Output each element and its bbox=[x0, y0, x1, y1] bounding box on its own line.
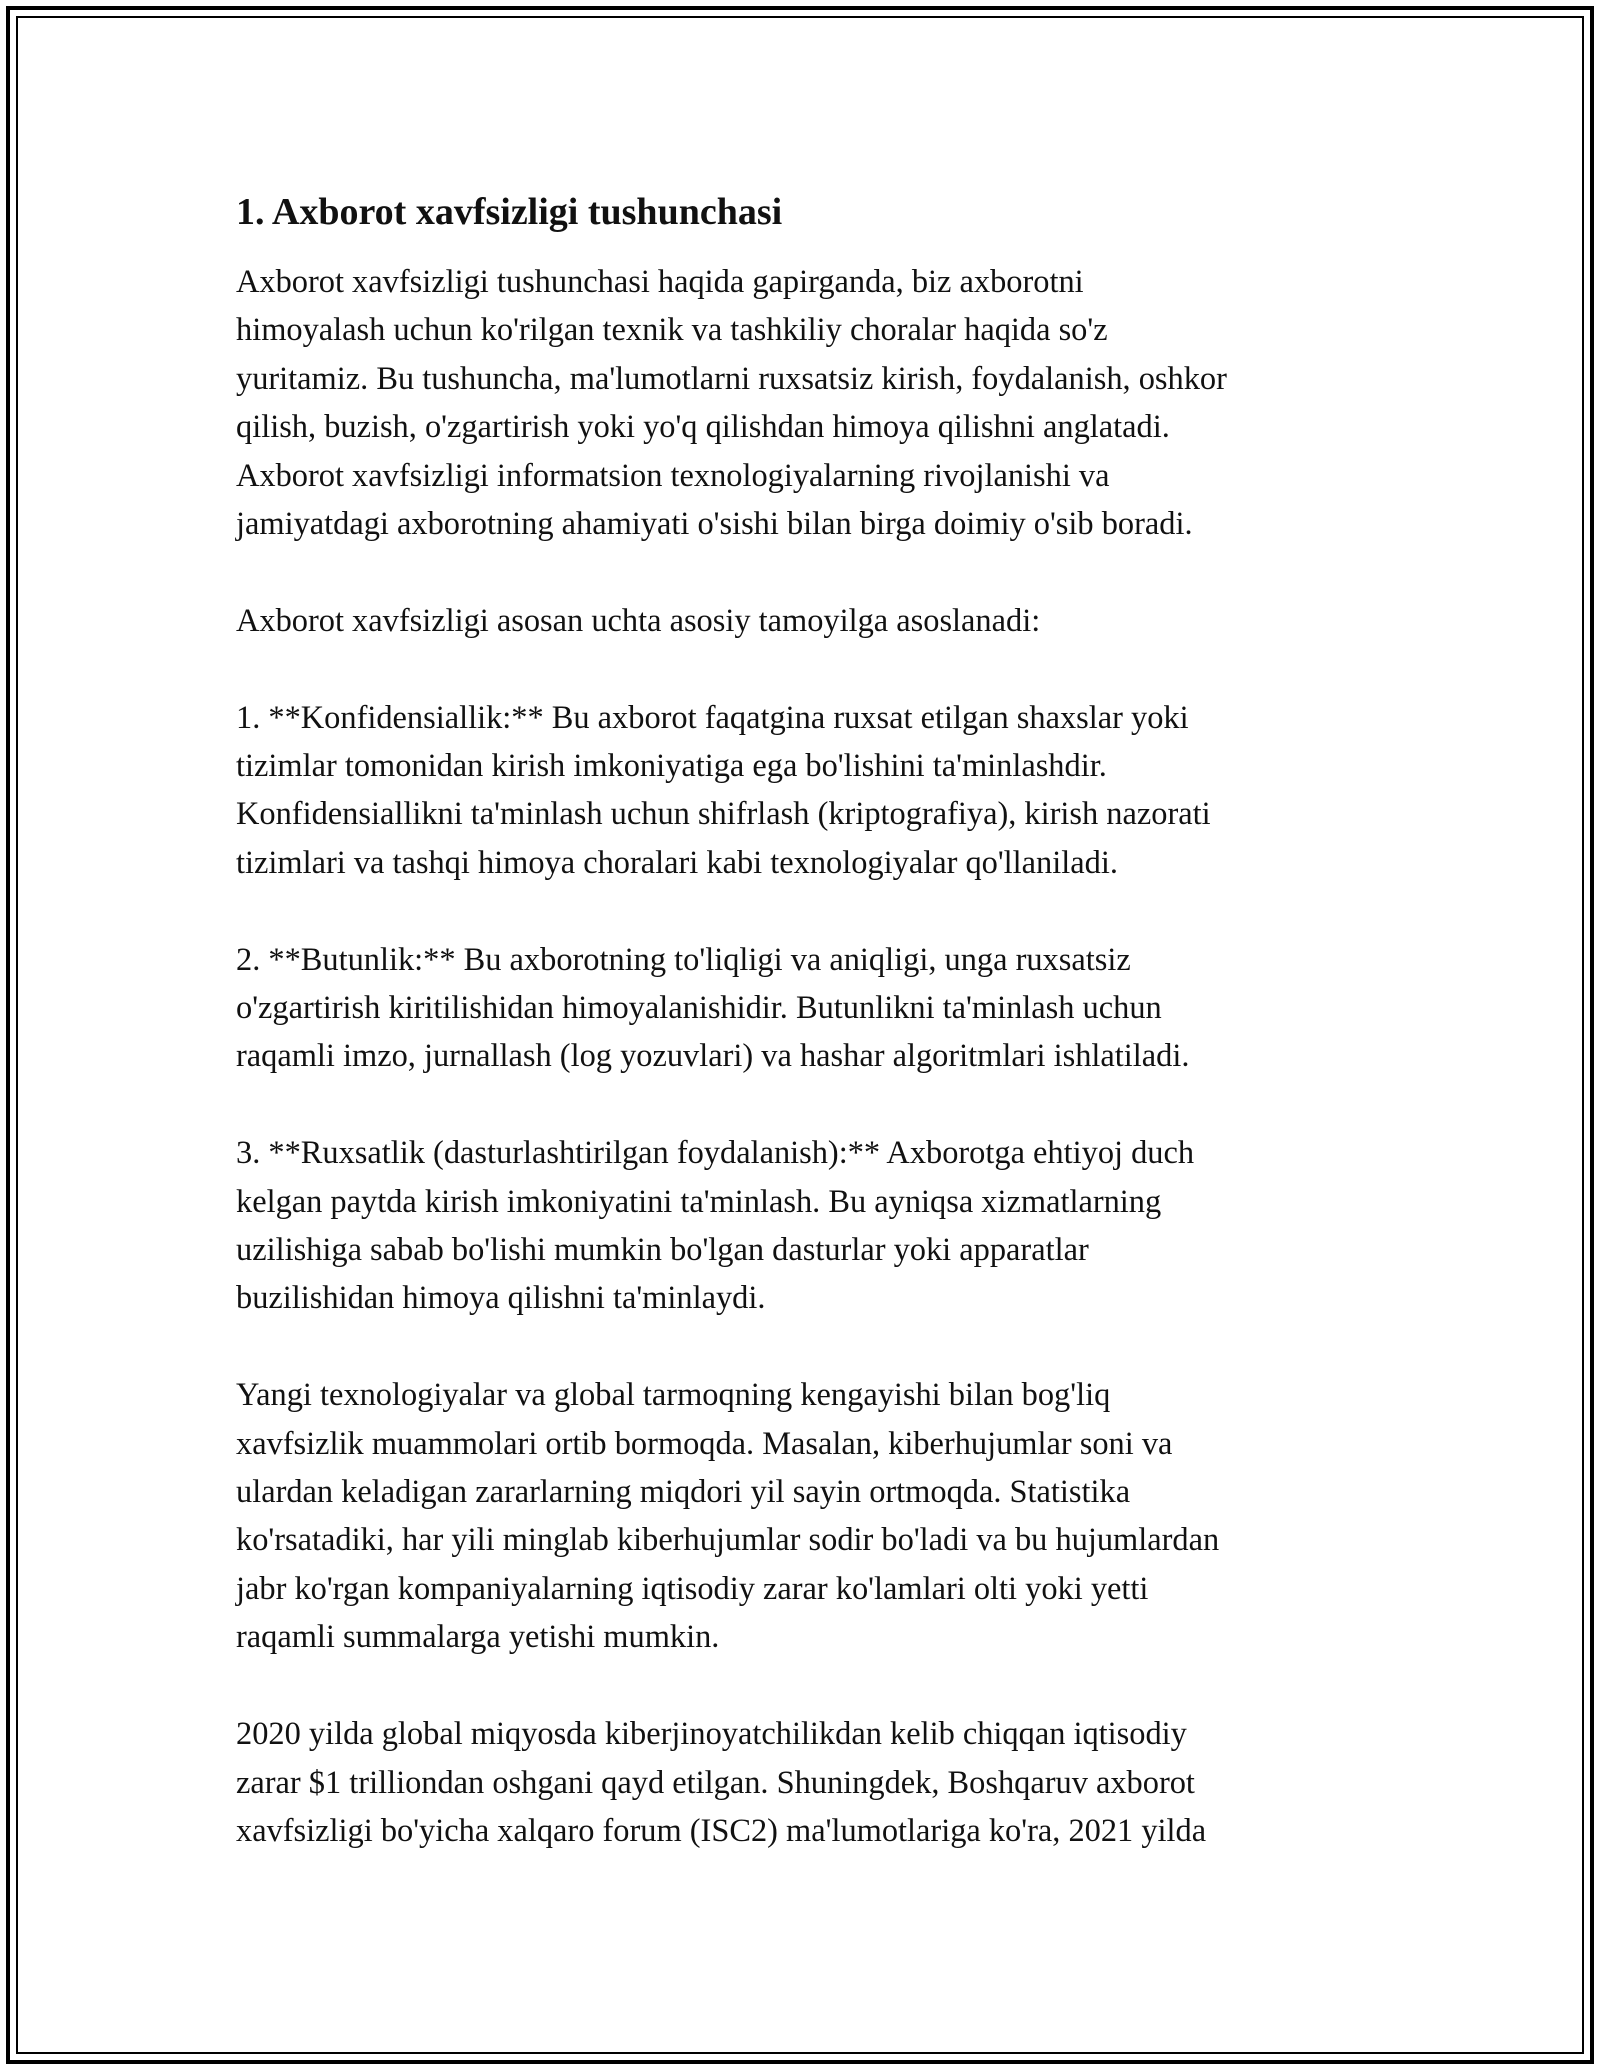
text-line: tizimlar tomonidan kirish imkoniyatiga ega bo'lishini ta'minlashdir. bbox=[236, 748, 1107, 785]
paragraph-integrity bbox=[236, 936, 1376, 1081]
text-line: Yangi texnologiyalar va global tarmoqning kengayishi bilan bog'liq bbox=[236, 1377, 1111, 1414]
text-line: jabr ko'rgan kompaniyalarning iqtisodiy zarar ko'lamlari olti yoki yetti bbox=[236, 1570, 1149, 1607]
text-line: 2. **Butunlik:** Bu axborotning to'liqligi va aniqligi, unga ruxsatsiz bbox=[236, 941, 1131, 978]
paragraph-intro bbox=[236, 258, 1376, 548]
text-line: tizimlari va tashqi himoya choralari kabi texnologiyalar qo'llaniladi. bbox=[236, 844, 1118, 881]
text-line: uzilishiga sabab bo'lishi mumkin bo'lgan dasturlar yoki apparatlar bbox=[236, 1232, 1089, 1269]
text-line: ko'rsatadiki, har yili minglab kiberhujumlar sodir bo'ladi va bu hujumlardan bbox=[236, 1522, 1220, 1559]
text-line: buzilishidan himoya qilishni ta'minlaydi. bbox=[236, 1280, 766, 1317]
section-heading: 1. Axborot xavfsizligi tushunchasi bbox=[236, 191, 783, 233]
text-line: himoyalash uchun ko'rilgan texnik va tashkiliy choralar haqida so'z bbox=[236, 312, 1108, 349]
text-line: Axborot xavfsizligi informatsion texnologiyalarning rivojlanishi va bbox=[236, 457, 1110, 494]
paragraph-availability bbox=[236, 1129, 1376, 1323]
text-line: 2020 yilda global miqyosda kiberjinoyatchilikdan kelib chiqqan iqtisodiy bbox=[236, 1716, 1187, 1753]
document-body bbox=[236, 186, 1376, 1904]
paragraph-principles-intro bbox=[236, 597, 1376, 645]
text-line: kelgan paytda kirish imkoniyatini ta'minlash. Bu ayniqsa xizmatlarning bbox=[236, 1183, 1162, 1220]
text-line: Axborot xavfsizligi tushunchasi haqida gapirganda, biz axborotni bbox=[236, 264, 1084, 300]
text-line: yuritamiz. Bu tushuncha, ma'lumotlarni ruxsatsiz kirish, foydalanish, oshkor bbox=[236, 360, 1227, 397]
text-line: ulardan keladigan zararlarning miqdori yil sayin ortmoqda. Statistika bbox=[236, 1474, 1131, 1511]
text-line: raqamli imzo, jurnallash (log yozuvlari) va hashar algoritmlari ishlatiladi. bbox=[236, 1038, 1190, 1075]
paragraph-threats bbox=[236, 1371, 1376, 1661]
text-line: raqamli summalarga yetishi mumkin. bbox=[236, 1619, 720, 1656]
text-line: qilish, buzish, o'zgartirish yoki yo'q qilishdan himoya qilishni anglatadi. bbox=[236, 409, 1170, 446]
text-line: Axborot xavfsizligi asosan uchta asosiy tamoyilga asoslanadi: bbox=[236, 602, 1041, 639]
text-line: o'zgartirish kiritilishidan himoyalanishidir. Butunlikni ta'minlash uchun bbox=[236, 990, 1162, 1027]
paragraph-confidentiality bbox=[236, 694, 1376, 888]
text-line: Konfidensiallikni ta'minlash uchun shifrlash (kriptografiya), kirish nazorati bbox=[236, 796, 1211, 833]
text-line: xavfsizlik muammolari ortib bormoqda. Masalan, kiberhujumlar soni va bbox=[236, 1425, 1173, 1462]
text-line: 3. **Ruxsatlik (dasturlashtirilgan foydalanish):** Axborotga ehtiyoj duch bbox=[236, 1135, 1195, 1172]
text-line: zarar $1 trilliondan oshgani qayd etilgan. Shuningdek, Boshqaruv axborot bbox=[236, 1764, 1195, 1801]
paragraph-statistics bbox=[236, 1710, 1376, 1855]
text-line: xavfsizligi bo'yicha xalqaro forum (ISC2) ma'lumotlariga ko'ra, 2021 yilda bbox=[236, 1812, 1207, 1849]
text-line: 1. **Konfidensiallik:** Bu axborot faqatgina ruxsat etilgan shaxslar yoki bbox=[236, 699, 1189, 736]
text-line: jamiyatdagi axborotning ahamiyati o'sishi bilan birga doimiy o'sib boradi. bbox=[236, 506, 1193, 543]
